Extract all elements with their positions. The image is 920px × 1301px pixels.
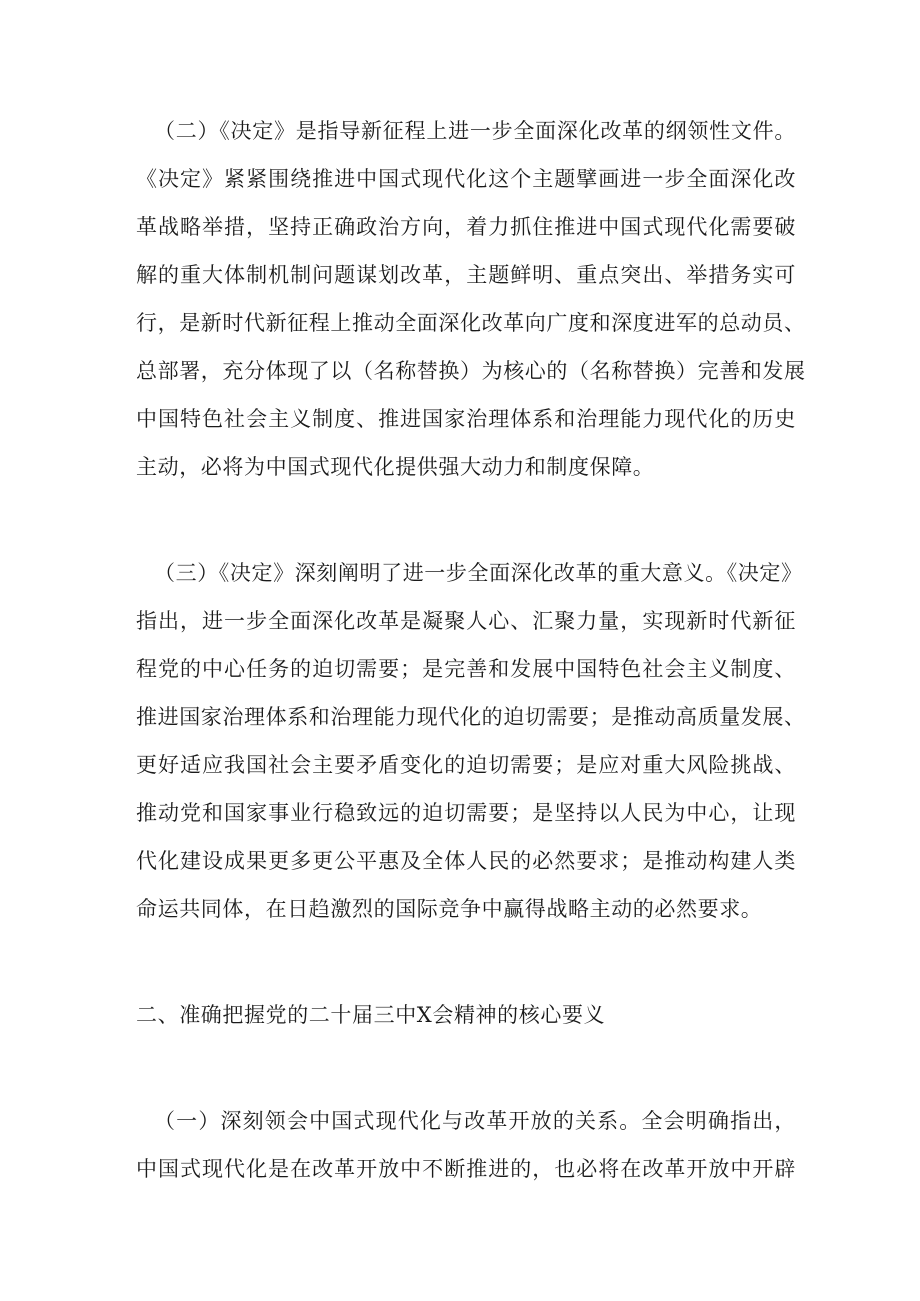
text-line: 推动党和国家事业行稳致远的迫切需要；是坚持以人民为中心，让现 [136,801,796,825]
text-line: 中国式现代化是在改革开放中不断推进的，也必将在改革开放中开辟 [136,1157,796,1181]
text-line: 代化建设成果更多更公平惠及全体人民的必然要求；是推动构建人类 [136,849,796,873]
text-line: 更好适应我国社会主要矛盾变化的迫切需要；是应对重大风险挑战、 [136,753,796,777]
text-line: 行，是新时代新征程上推动全面深化改革向广度和深度进军的总动员、 [136,311,806,335]
text-line: 程党的中心任务的迫切需要；是完善和发展中国特色社会主义制度、 [136,657,796,681]
text-line: 指出，进一步全面深化改革是凝聚人心、汇聚力量，实现新时代新征 [136,609,796,633]
heading-line: 二、准确把握党的二十届三中X会精神的核心要义 [136,1003,606,1027]
text-line: 命运共同体，在日趋激烈的国际竞争中赢得战略主动的必然要求。 [136,897,763,921]
text-line: 《决定》紧紧围绕推进中国式现代化这个主题擘画进一步全面深化改 [136,167,796,191]
text-line: （三）《决定》深刻阐明了进一步全面深化改革的重大意义。《决定》 [154,561,803,585]
text-line: 革战略举措，坚持正确政治方向，着力抓住推进中国式现代化需要破 [136,215,796,239]
text-line: 主动，必将为中国式现代化提供强大动力和制度保障。 [136,455,655,479]
text-line: （一）深刻领会中国式现代化与改革开放的关系。全会明确指出， [154,1109,796,1133]
text-line: 推进国家治理体系和治理能力现代化的迫切需要；是推动高质量发展、 [136,705,806,729]
text-line: 解的重大体制机制问题谋划改革，主题鲜明、重点突出、举措务实可 [136,263,796,287]
text-line: （二）《决定》是指导新征程上进一步全面深化改革的纲领性文件。 [154,119,796,143]
text-line: 总部署，充分体现了以（名称替换）为核心的（名称替换）完善和发展 [136,359,806,383]
text-line: 中国特色社会主义制度、推进国家治理体系和治理能力现代化的历史 [136,407,796,431]
